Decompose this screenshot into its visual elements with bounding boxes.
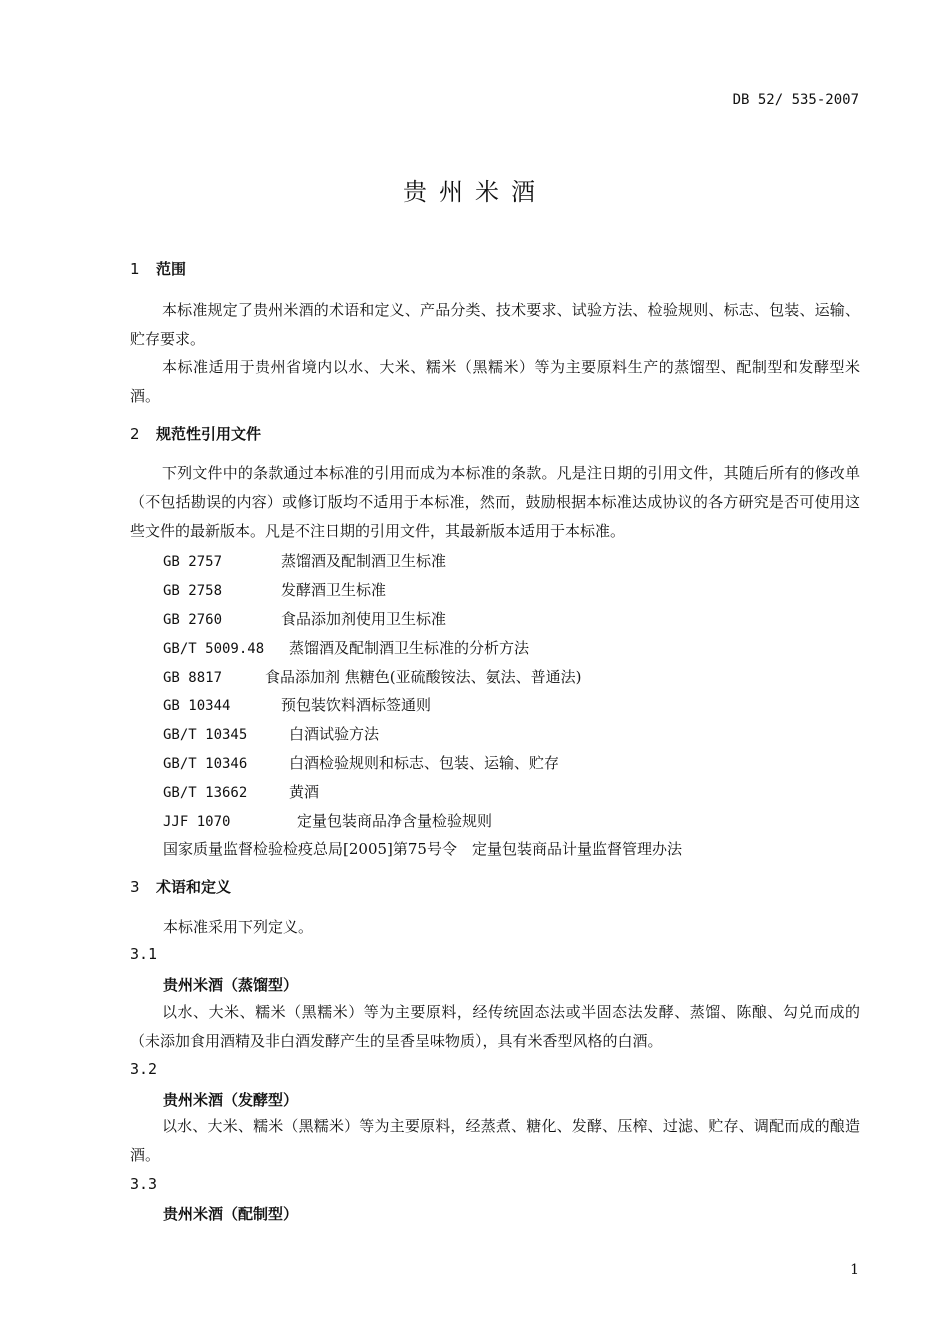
reference-code: GB 2757 (163, 554, 223, 570)
reference-name: 蒸馏酒及配制酒卫生标准 (281, 552, 447, 570)
terms-intro: 本标准采用下列定义。 (163, 918, 314, 936)
term-definition: 以水、大米、糯米（黑糯米）等为主要原料，经蒸煮、糖化、发酵、压榨、过滤、贮存、调配而成的酿造酒。 (130, 1117, 860, 1164)
reference-code: GB/T 10346 (163, 756, 248, 772)
reference-code: GB 10344 (163, 698, 231, 714)
section-2-heading (130, 423, 261, 444)
reference-name: 定量包装商品净含量检验规则 (297, 812, 493, 830)
reference-item (163, 810, 492, 831)
scope-paragraph-1: 本标准规定了贵州米酒的术语和定义、产品分类、技术要求、试验方法、检验规则、标志、包装、运输、贮存要求。 (130, 301, 860, 348)
section-number: 2 (130, 425, 140, 443)
section-title: 范围 (156, 260, 187, 278)
reference-name: 蒸馏酒及配制酒卫生标准的分析方法 (289, 639, 530, 657)
section-title: 规范性引用文件 (156, 425, 262, 443)
reference-item (163, 666, 581, 687)
reference-name: 白酒检验规则和标志、包装、运输、贮存 (289, 754, 560, 772)
reference-code: GB/T 5009.48 (163, 641, 265, 657)
reference-name: 食品添加剂使用卫生标准 (281, 610, 447, 628)
reference-item (163, 723, 379, 744)
reference-item (163, 579, 386, 600)
reference-item (163, 694, 431, 715)
reference-code: GB 2760 (163, 612, 223, 628)
term-number: 3.2 (130, 1060, 158, 1078)
reference-code: GB/T 10345 (163, 727, 248, 743)
reference-item (163, 781, 319, 802)
reference-item (163, 752, 559, 773)
reference-name: 黄酒 (289, 783, 320, 801)
reference-name: 白酒试验方法 (289, 725, 380, 743)
term-title: 贵州米酒（发酵型） (163, 1091, 299, 1109)
section-1-heading (130, 258, 186, 279)
reference-code: GB/T 13662 (163, 785, 248, 801)
document-title: 贵州米酒 (403, 178, 547, 206)
term-definition: 以水、大米、糯米（黑糯米）等为主要原料，经传统固态法或半固态法发酵、蒸馏、陈酿、勾兑而成的（未添加食用酒精及非白酒发酵产生的呈香呈味物质），具有米香型风格的白酒。 (130, 1003, 860, 1050)
reference-item (163, 637, 529, 658)
reference-code: GB 8817 (163, 670, 223, 686)
section-3-heading (130, 876, 231, 897)
term-title: 贵州米酒（配制型） (163, 1205, 299, 1223)
section-title: 术语和定义 (156, 878, 232, 896)
standard-code: DB 52/ 535-2007 (732, 92, 859, 108)
references-intro: 下列文件中的条款通过本标准的引用而成为本标准的条款。凡是注日期的引用文件，其随后所有的修改单（不包括勘误的内容）或修订版均不适用于本标准，然而，鼓励根据本标准达成协议的各方研究是否可使用这些文件的最新版本。凡是不注日期的引用文件，其最新版本适用于本标准。 (130, 464, 860, 540)
scope-paragraph-2: 本标准适用于贵州省境内以水、大米、糯米（黑糯米）等为主要原料生产的蒸馏型、配制型和发酵型米酒。 (130, 358, 860, 405)
term-title: 贵州米酒（蒸馏型） (163, 976, 299, 994)
term-number: 3.1 (130, 945, 158, 963)
reference-name: 食品添加剂 焦糖色(亚硫酸铵法、氨法、普通法) (265, 668, 582, 686)
page-number: 1 (850, 1262, 859, 1278)
reference-item (163, 550, 446, 571)
term-number: 3.3 (130, 1175, 158, 1193)
reference-item (163, 608, 446, 629)
decree-reference: 国家质量监督检验检疫总局[2005]第75号令 定量包装商品计量监督管理办法 (163, 840, 682, 858)
section-number: 3 (130, 878, 140, 896)
reference-code: GB 2758 (163, 583, 223, 599)
reference-name: 预包装饮料酒标签通则 (281, 696, 432, 714)
reference-name: 发酵酒卫生标准 (281, 581, 387, 599)
section-number: 1 (130, 260, 140, 278)
reference-code: JJF 1070 (163, 814, 231, 830)
